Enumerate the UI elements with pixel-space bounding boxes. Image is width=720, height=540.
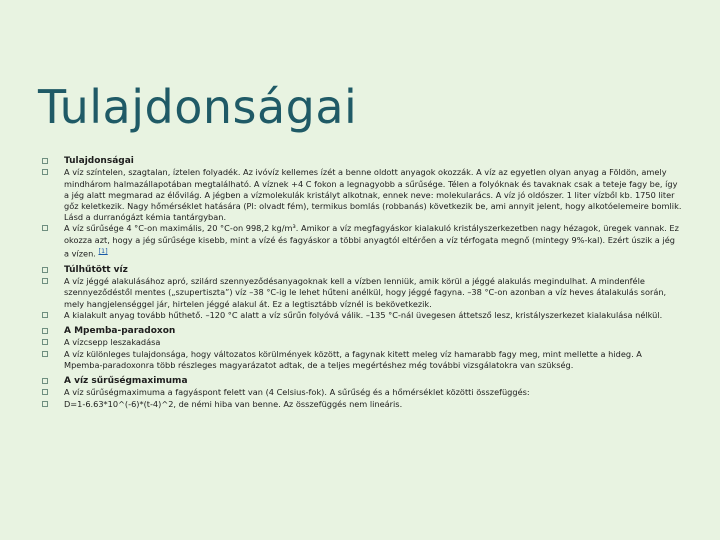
item-text: A víz sűrűségmaximuma — [64, 376, 188, 386]
list-item — [42, 276, 682, 310]
list-item — [42, 223, 682, 259]
square-bullet-icon — [42, 328, 48, 334]
item-text: A víz jéggé alakulásához apró, szilárd szennyeződésanyagoknak kell a vízben lenniük, amik körül a jéggé alakulás megindulhat. A mindenféle szennyeződéstől mentes („szupertiszta”) víz –38 °C-ig le lehet hűteni anélkül, hogy jéggé fagyna. –38 °C-on azonban a víz heves átalakulás során, mely hangjelenséggel jár, hirtelen jéggé alakul át. Ez a legtisztább víznél is bekövetkezik. — [64, 276, 667, 309]
item-text: A Mpemba-paradoxon — [64, 325, 176, 336]
square-bullet-icon — [42, 351, 48, 357]
item-text: A víz sűrűsége 4 °C-on maximális, 20 °C-on 998,2 kg/m³. Amikor a víz megfagyáskor kialakuló kristályszerkezetben nagy hézagok, üregek vannak. Ez okozza azt, hogy a jég sűrűsége kisebb, mint a vízé és fagyáskor a többi anyagtól eltérően a víz térfogata megnő (mintegy 9%-kal). Ezért úszik a jég a vízen. — [64, 223, 679, 259]
item-text: Túlhűtött víz — [64, 264, 128, 275]
list-item — [42, 264, 682, 276]
slide-title: Tulajdonságai — [38, 80, 358, 134]
square-bullet-icon — [42, 225, 48, 231]
list-item — [42, 337, 682, 348]
square-bullet-icon — [42, 169, 48, 175]
square-bullet-icon — [42, 389, 48, 395]
list-item — [42, 399, 682, 410]
bullet-list — [42, 155, 682, 410]
item-text: A kialakult anyag tovább hűthető. –120 °C alatt a víz sűrűn folyóvá válik. –135 °C-nál üvegesen áttetsző lesz, kristályszerkezet kialakulása nélkül. — [64, 309, 663, 320]
item-text: A víz sűrűségmaximuma a fagyáspont felett van (4 Celsius-fok). A sűrűség és a hőmérséklet közötti összefüggés: — [64, 387, 530, 398]
item-text: Tulajdonságai — [64, 156, 134, 166]
list-item — [42, 325, 682, 337]
square-bullet-icon — [42, 312, 48, 318]
item-text: A vízcsepp leszakadása — [64, 337, 161, 348]
square-bullet-icon — [42, 378, 48, 384]
square-bullet-icon — [42, 339, 48, 345]
list-item — [42, 167, 682, 223]
list-item — [42, 375, 682, 387]
item-text: D=1-6.63*10^(-6)*(t-4)^2, de némi hiba van benne. Az összefüggés nem lineáris. — [64, 398, 403, 409]
item-text: A víz színtelen, szagtalan, íztelen folyadék. Az ivóvíz kellemes ízét a benne oldott anyagok okozzák. A víz az egyetlen olyan anyag a Földön, amely mindhárom halmazállapotában megtalálható. A víznek +4 C fokon a legnagyobb a sűrűsége. Télen a folyóknak és tavaknak csak a teteje fagy be, így a jég alatt megmarad az élővilág. A jégben a vízmolekulák kristályt alkotnak, ennek neve: molekularács. A víz jó oldószer. 1 liter vízből kb. 1750 liter gőz keletkezik. Nagy hőmérséklet hatására (Pl: olvadt fém), termikus bomlás (robbanás) következik be, ami annyit jelent, hogy alkotóelemeire bomlik. Lásd a durranógázt kémia tantárgyban. — [64, 167, 682, 223]
reference-link[interactable]: [1] — [98, 246, 108, 255]
square-bullet-icon — [42, 401, 48, 407]
list-item — [42, 155, 682, 167]
square-bullet-icon — [42, 267, 48, 273]
square-bullet-icon — [42, 158, 48, 164]
list-item — [42, 387, 682, 398]
square-bullet-icon — [42, 278, 48, 284]
list-item — [42, 349, 682, 371]
item-text: A víz különleges tulajdonsága, hogy változatos körülmények között, a fagynak kitett meleg víz hamarabb fagy meg, mint mellette a hideg. A Mpemba-paradoxonra több részleges magyarázatot adtak, de a teljes megértéshez még további vizsgálatokra van szükség. — [64, 348, 642, 370]
list-item — [42, 310, 682, 321]
